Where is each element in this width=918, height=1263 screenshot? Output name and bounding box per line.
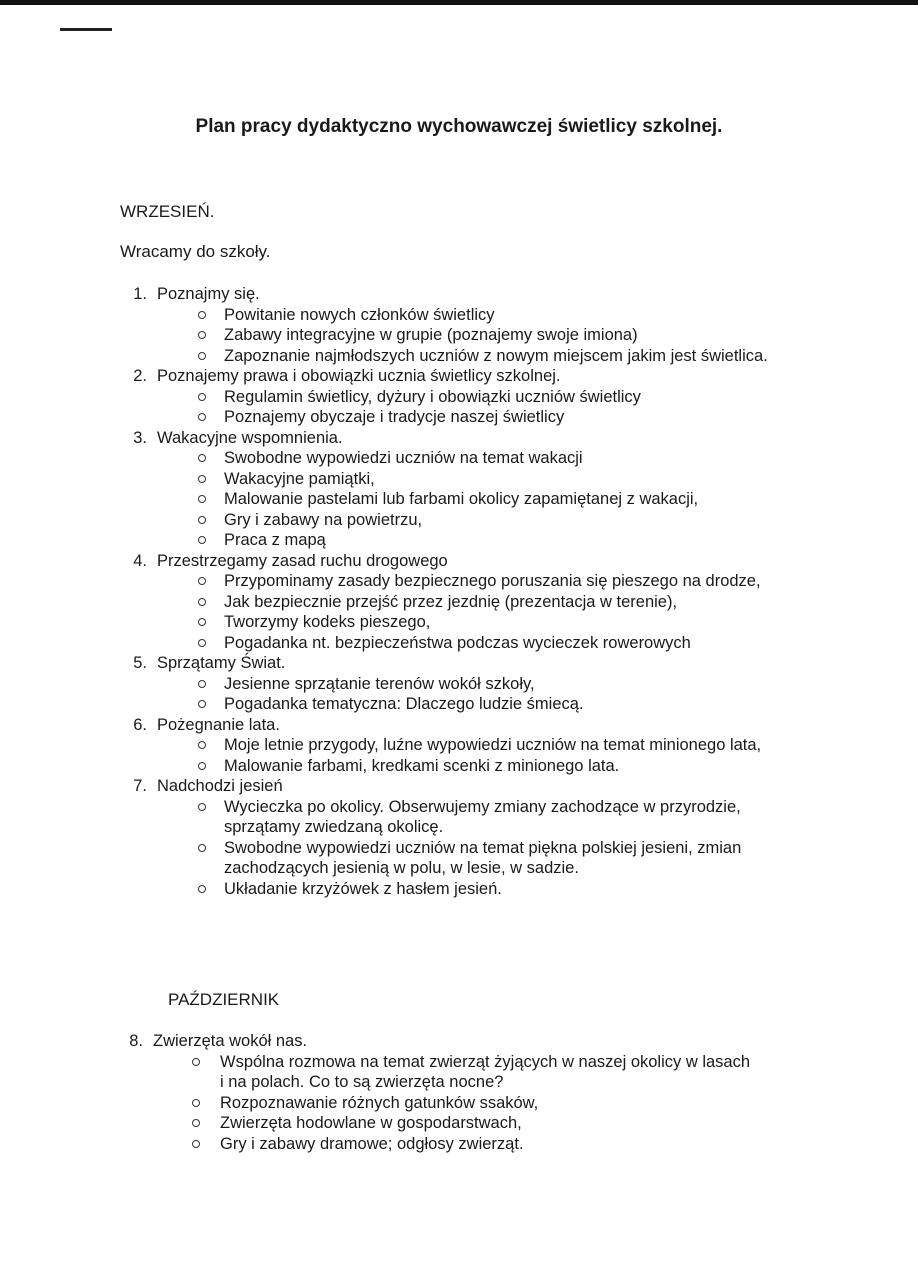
- hollow-bullet-icon: [198, 495, 206, 503]
- topic-list-september: [0, 284, 918, 899]
- month-heading-september: WRZESIEŃ.: [120, 202, 215, 221]
- topic-title: Sprzątamy Świat.: [157, 654, 286, 672]
- hollow-bullet-icon: [198, 885, 206, 893]
- activity-list: [0, 797, 918, 900]
- activity-item: [0, 838, 918, 879]
- hollow-bullet-icon: [198, 516, 206, 524]
- activity-item: [0, 756, 918, 777]
- hollow-bullet-icon: [192, 1119, 200, 1127]
- activity-text: Gry i zabawy dramowe; odgłosy zwierząt.: [220, 1134, 524, 1153]
- hollow-bullet-icon: [198, 680, 206, 688]
- hollow-bullet-icon: [192, 1140, 200, 1148]
- activity-text: Zabawy integracyjne w grupie (poznajemy swoje imiona): [224, 326, 638, 344]
- topic-title: Zwierzęta wokół nas.: [153, 1032, 308, 1050]
- activity-text: Tworzymy kodeks pieszego,: [224, 613, 431, 631]
- activity-item: [0, 489, 918, 510]
- activity-item: [0, 1093, 918, 1114]
- topic-title: Pożegnanie lata.: [157, 715, 280, 734]
- activity-text: Jak bezpiecznie przejść przez jezdnię (prezentacja w terenie),: [224, 592, 678, 611]
- hollow-bullet-icon: [198, 393, 206, 401]
- document-title: Plan pracy dydaktyczno wychowawczej świetlicy szkolnej.: [195, 116, 723, 137]
- activity-text: Praca z mapą: [224, 531, 326, 549]
- topic-item: [0, 653, 918, 715]
- activity-item: [0, 879, 918, 900]
- hollow-bullet-icon: [198, 311, 206, 319]
- topic-list-october: [0, 1031, 918, 1154]
- hollow-bullet-icon: [198, 413, 206, 421]
- activity-item: [0, 674, 918, 695]
- topic-number: 1.: [133, 285, 147, 303]
- topic-item: [0, 1031, 918, 1154]
- topic-number: 2.: [133, 367, 147, 385]
- topic-number: 7.: [133, 777, 147, 795]
- activity-item: [0, 633, 918, 654]
- topic-number: 3.: [133, 428, 147, 447]
- activity-text: Wycieczka po okolicy. Obserwujemy zmiany zachodzące w przyrodzie, sprzątamy zwiedzaną okolicę.: [224, 797, 741, 836]
- topic-number: 4.: [133, 551, 147, 570]
- activity-item: [0, 735, 918, 756]
- hollow-bullet-icon: [198, 475, 206, 483]
- activity-item: [0, 530, 918, 551]
- activity-item: [0, 346, 918, 367]
- hollow-bullet-icon: [198, 352, 206, 360]
- activity-item: [0, 1134, 918, 1155]
- activity-text: Zwierzęta hodowlane w gospodarstwach,: [220, 1114, 522, 1132]
- activity-text: Gry i zabawy na powietrzu,: [224, 510, 423, 529]
- activity-text: Powitanie nowych członków świetlicy: [224, 305, 495, 324]
- activity-text: Swobodne wypowiedzi uczniów na temat wakacji: [224, 449, 583, 467]
- topic-title: Wakacyjne wspomnienia.: [157, 428, 343, 447]
- activity-list: [0, 448, 918, 551]
- hollow-bullet-icon: [198, 618, 206, 626]
- activity-list: [0, 1052, 918, 1155]
- activity-text: Zapoznanie najmłodszych uczniów z nowym miejscem jakim jest świetlica.: [224, 346, 768, 365]
- activity-text: Układanie krzyżówek z hasłem jesień.: [224, 879, 502, 898]
- activity-item: [0, 571, 918, 592]
- activity-list: [0, 674, 918, 715]
- activity-item: [0, 612, 918, 633]
- activity-text: Regulamin świetlicy, dyżury i obowiązki uczniów świetlicy: [224, 387, 641, 406]
- activity-text: Wspólna rozmowa na temat zwierząt żyjących w naszej okolicy w lasach i na polach. Co to są zwierzęta nocne?: [220, 1052, 751, 1091]
- activity-item: [0, 592, 918, 613]
- topic-title: Przestrzegamy zasad ruchu drogowego: [157, 551, 448, 570]
- topic-title: Poznajmy się.: [157, 285, 260, 303]
- activity-item: [0, 1113, 918, 1134]
- activity-text: Pogadanka nt. bezpieczeństwa podczas wycieczek rowerowych: [224, 633, 691, 652]
- hollow-bullet-icon: [198, 598, 206, 606]
- hollow-bullet-icon: [198, 803, 206, 811]
- activity-item: [0, 387, 918, 408]
- activity-item: [0, 305, 918, 326]
- hollow-bullet-icon: [198, 700, 206, 708]
- activity-text: Swobodne wypowiedzi uczniów na temat piękna polskiej jesieni, zmian zachodzących jesienią w polu, w lesie, w sadzie.: [224, 838, 742, 877]
- activity-item: [0, 407, 918, 428]
- hollow-bullet-icon: [198, 536, 206, 544]
- topic-number: 8.: [129, 1032, 143, 1050]
- activity-item: [0, 448, 918, 469]
- hollow-bullet-icon: [192, 1099, 200, 1107]
- hollow-bullet-icon: [192, 1058, 200, 1066]
- hollow-bullet-icon: [198, 639, 206, 647]
- activity-text: Jesienne sprzątanie terenów wokół szkoły,: [224, 674, 535, 693]
- activity-list: [0, 387, 918, 428]
- hollow-bullet-icon: [198, 577, 206, 585]
- hollow-bullet-icon: [198, 844, 206, 852]
- hollow-bullet-icon: [198, 454, 206, 462]
- activity-text: Malowanie pastelami lub farbami okolicy zapamiętanej z wakacji,: [224, 490, 699, 508]
- activity-text: Moje letnie przygody, luźne wypowiedzi uczniów na temat minionego lata,: [224, 736, 762, 754]
- month-heading-october: PAŹDZIERNIK: [168, 990, 280, 1009]
- topic-title: Nadchodzi jesień: [157, 777, 283, 795]
- topic-item: [0, 428, 918, 551]
- hollow-bullet-icon: [198, 741, 206, 749]
- topic-number: 6.: [133, 715, 147, 734]
- topic-number: 5.: [133, 654, 147, 672]
- activity-list: [0, 735, 918, 776]
- activity-text: Rozpoznawanie różnych gatunków ssaków,: [220, 1093, 539, 1112]
- activity-item: [0, 325, 918, 346]
- activity-text: Poznajemy obyczaje i tradycje naszej świetlicy: [224, 408, 565, 426]
- activity-item: [0, 469, 918, 490]
- activity-text: Malowanie farbami, kredkami scenki z minionego lata.: [224, 756, 620, 775]
- hollow-bullet-icon: [198, 331, 206, 339]
- activity-text: Wakacyjne pamiątki,: [224, 469, 375, 488]
- activity-item: [0, 510, 918, 531]
- activity-text: Przypominamy zasady bezpiecznego poruszania się pieszego na drodze,: [224, 572, 761, 590]
- activity-text: Pogadanka tematyczna: Dlaczego ludzie śmiecą.: [224, 695, 584, 713]
- topic-item: [0, 284, 918, 366]
- topic-item: [0, 715, 918, 777]
- topic-item: [0, 551, 918, 654]
- topic-item: [0, 366, 918, 428]
- activity-list: [0, 571, 918, 653]
- topic-title: Poznajemy prawa i obowiązki ucznia świetlicy szkolnej.: [157, 367, 561, 385]
- activity-item: [0, 797, 918, 838]
- hollow-bullet-icon: [198, 762, 206, 770]
- activity-item: [0, 1052, 918, 1093]
- activity-item: [0, 694, 918, 715]
- month-intro: Wracamy do szkoły.: [120, 242, 271, 261]
- activity-list: [0, 305, 918, 367]
- topic-item: [0, 776, 918, 899]
